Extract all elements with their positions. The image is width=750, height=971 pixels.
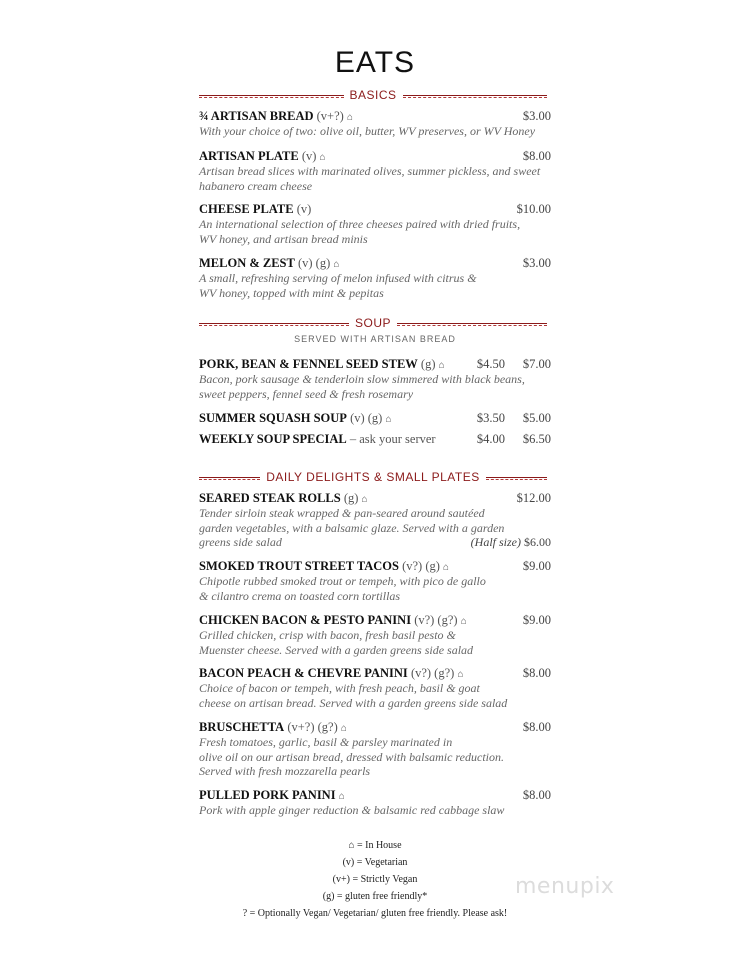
legend-optional: ? = Optionally Vegan/ Vegetarian/ gluten free friendly. Please ask! xyxy=(242,908,508,919)
section-divider-daily xyxy=(199,469,547,485)
item-price: $9.00 xyxy=(522,613,551,627)
item-description-line: Tender sirloin steak wrapped & pan-seared around sautéed xyxy=(199,506,485,520)
item-description-line: A small, refreshing serving of melon infused with citrus & xyxy=(199,271,477,285)
section-title-basics: BASICS xyxy=(349,88,397,102)
item-name: BRUSCHETTA xyxy=(199,720,285,734)
item-tags: (v+?) xyxy=(316,109,344,123)
item-price: $3.00 xyxy=(522,256,551,270)
legend-vegan: (v+) = Strictly Vegan xyxy=(332,874,418,885)
item-tags: (v) xyxy=(301,149,317,163)
menu-item-weekly-soup xyxy=(199,431,551,447)
item-description-line: Artisan bread slices with marinated olives, summer pickless, and sweet xyxy=(199,164,541,178)
menu-item-artisan-plate xyxy=(199,148,551,193)
item-description-line: An international selection of three cheeses paired with dried fruits, xyxy=(199,217,521,231)
legend-vegetarian: (v) = Vegetarian xyxy=(342,857,408,868)
item-description-line: WV honey, and artisan bread minis xyxy=(199,231,368,246)
item-description-line: Chipotle rubbed smoked trout or tempeh, with pico de gallo xyxy=(199,574,486,588)
menu-item-chicken-panini xyxy=(199,612,551,657)
item-description-line: Muenster cheese. Served with a garden greens side salad xyxy=(199,642,474,657)
item-price: $9.00 xyxy=(522,559,551,573)
menu-item-bruschetta xyxy=(199,719,551,779)
item-description-line: Pork with apple ginger reduction & balsamic red cabbage slaw xyxy=(199,803,505,817)
legend-in-house: ⌂ = In House xyxy=(348,840,402,851)
item-description: With your choice of two: olive oil, butter, WV preserves, or WV Honey xyxy=(199,124,536,138)
house-icon: ⌂ xyxy=(438,360,445,371)
menu-item-pulled-pork xyxy=(199,787,551,818)
half-size-label: (Half size) xyxy=(470,535,521,549)
item-price-cup: $4.50 xyxy=(476,357,505,371)
house-icon: ⌂ xyxy=(319,152,326,163)
item-description-line: cheese on artisan bread. Served with a garden greens side salad xyxy=(199,695,508,710)
item-tags: (v?) (g?) xyxy=(414,613,458,627)
item-tags: (v) (g) xyxy=(350,411,383,425)
item-description-line: WV honey, topped with mint & pepitas xyxy=(199,285,384,300)
item-description-line: Choice of bacon or tempeh, with fresh peach, basil & goat xyxy=(199,681,480,695)
item-tags: (g) xyxy=(343,491,359,505)
item-price: $8.00 xyxy=(522,666,551,680)
item-name: PORK, BEAN & FENNEL SEED STEW xyxy=(199,357,418,371)
item-name: CHICKEN BACON & PESTO PANINI xyxy=(199,613,412,627)
item-name: SEARED STEAK ROLLS xyxy=(199,491,341,505)
house-icon: ⌂ xyxy=(443,562,450,573)
item-tags: (v) xyxy=(296,202,312,216)
menu-item-trout-tacos xyxy=(199,558,551,603)
item-name: CHEESE PLATE xyxy=(199,202,294,216)
item-price-cup: $3.50 xyxy=(476,411,505,425)
section-title-daily: DAILY DELIGHTS & SMALL PLATES xyxy=(266,470,480,484)
half-size-price xyxy=(471,535,551,550)
menu-item-cheese-plate xyxy=(199,201,551,246)
item-description-line: & cilantro crema on toasted corn tortillas xyxy=(199,588,401,603)
house-icon: ⌂ xyxy=(457,669,464,680)
item-description-line: garden vegetables, with a balsamic glaze. Served with a garden xyxy=(199,520,505,535)
house-icon: ⌂ xyxy=(385,414,392,425)
section-title-soup: SOUP xyxy=(355,316,392,330)
item-name: ARTISAN PLATE xyxy=(199,149,299,163)
item-description-line: Served with fresh mozzarella pearls xyxy=(199,764,371,778)
item-name: ¾ ARTISAN BREAD xyxy=(199,109,314,123)
item-tags: (v?) (g) xyxy=(402,559,440,573)
item-tags: (v+?) (g?) xyxy=(287,720,338,734)
item-price-bowl: $6.50 xyxy=(522,432,551,446)
house-icon: ⌂ xyxy=(333,259,340,270)
legend-gluten-free: (g) = gluten free friendly* xyxy=(322,891,428,902)
section-divider-soup xyxy=(199,315,547,331)
soup-note: SERVED WITH ARTISAN BREAD xyxy=(294,334,456,344)
item-price-bowl: $5.00 xyxy=(522,411,551,425)
item-price: $3.00 xyxy=(522,109,551,123)
menu-item-peach-panini xyxy=(199,665,551,710)
item-description-line: olive oil on our artisan bread, dressed with balsamic reduction. xyxy=(199,749,504,764)
item-name: PULLED PORK PANINI xyxy=(199,788,336,802)
item-tags: (v?) (g?) xyxy=(410,666,455,680)
half-size-amount: $6.00 xyxy=(524,535,551,549)
house-icon: ⌂ xyxy=(460,616,467,627)
menu-item-pork-stew xyxy=(199,356,551,401)
house-icon: ⌂ xyxy=(340,723,347,734)
section-divider-basics xyxy=(199,87,547,103)
page-title: EATS xyxy=(334,46,416,79)
menu-item-artisan-bread xyxy=(199,108,551,139)
item-price: $8.00 xyxy=(522,720,551,734)
item-name: SMOKED TROUT STREET TACOS xyxy=(199,559,399,573)
item-description-line xyxy=(199,535,551,550)
item-price: $10.00 xyxy=(516,202,551,216)
watermark-logo: menupix xyxy=(515,874,615,899)
item-tags: (g) xyxy=(420,357,436,371)
item-price-cup: $4.00 xyxy=(476,432,505,446)
item-name: SUMMER SQUASH SOUP xyxy=(199,411,347,425)
item-description-line: sweet peppers, fennel seed & fresh rosemary xyxy=(199,386,414,401)
item-price-bowl: $7.00 xyxy=(522,357,551,371)
item-name: BACON PEACH & CHEVRE PANINI xyxy=(199,666,408,680)
item-name: MELON & ZEST xyxy=(199,256,295,270)
item-name: WEEKLY SOUP SPECIAL xyxy=(199,432,347,446)
item-description-line: Bacon, pork sausage & tenderloin slow simmered with black beans, xyxy=(199,372,525,386)
item-price: $12.00 xyxy=(516,491,551,505)
item-description-line: Fresh tomatoes, garlic, basil & parsley marinated in xyxy=(199,735,453,749)
menu-item-steak-rolls xyxy=(199,490,551,550)
house-icon: ⌂ xyxy=(346,112,353,123)
item-description-line: Grilled chicken, crisp with bacon, fresh basil pesto & xyxy=(199,628,456,642)
item-description-line: habanero cream cheese xyxy=(199,178,313,193)
item-price: $8.00 xyxy=(522,788,551,802)
menu-item-melon-zest xyxy=(199,255,551,300)
item-note: – ask your server xyxy=(349,432,436,446)
item-price: $8.00 xyxy=(522,149,551,163)
house-icon: ⌂ xyxy=(338,791,345,802)
item-tags: (v) (g) xyxy=(297,256,331,270)
item-description-text: greens side salad xyxy=(199,535,282,549)
menu-item-squash-soup xyxy=(199,410,551,426)
house-icon: ⌂ xyxy=(361,494,368,505)
